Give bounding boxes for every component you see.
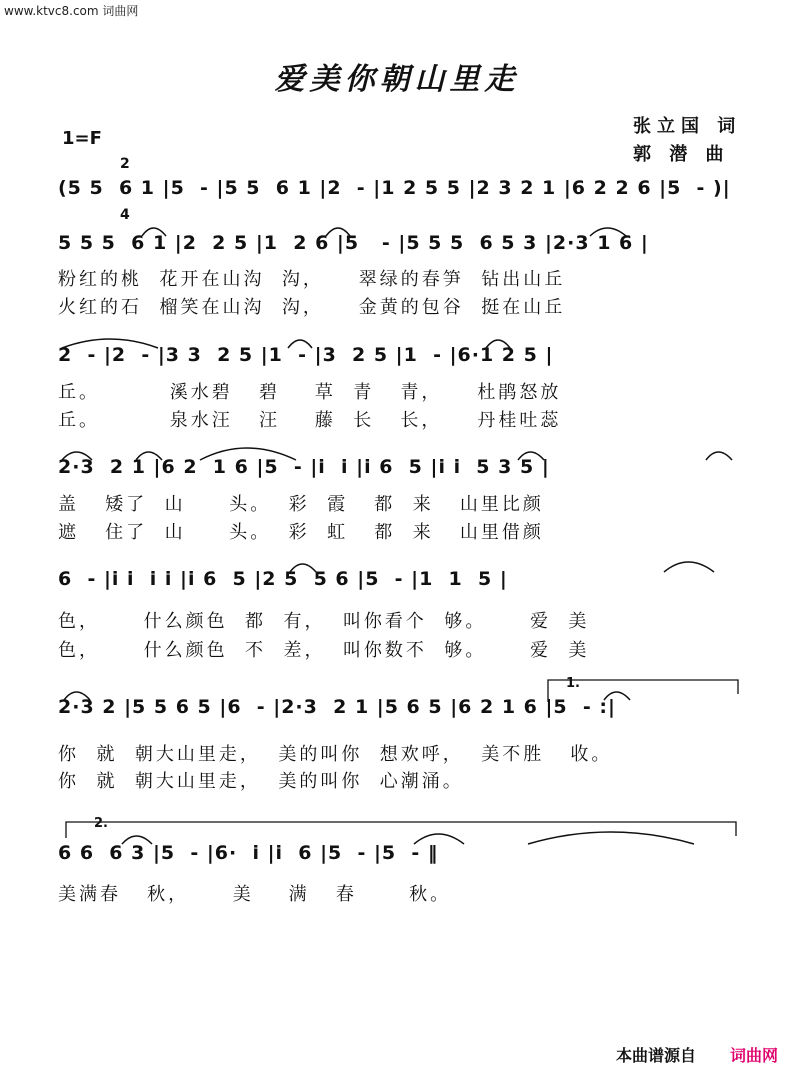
time-signature-top: 2 — [120, 156, 130, 172]
music-line-1: (5 5 6 1 |5 - |5 5 6 1 |2 - |1 2 5 5 |2 3 2 1 |6 2 2 6 |5 - )| — [58, 177, 731, 199]
music-line-7: 6 6 6 3 |5 - |6· i |i 6 |5 - |5 - ‖ — [58, 842, 439, 864]
lyric-line: 丘。 泉水汪 汪 藤 长 长， 丹桂吐蕊 — [58, 410, 562, 431]
slur — [706, 452, 732, 460]
music-line-3: 2 - |2 - |3 3 2 5 |1 - |3 2 5 |1 - |6·1 2 5 | — [58, 344, 554, 366]
lyric-line: 粉红的桃 花开在山沟 沟， 翠绿的春笋 钻出山丘 — [58, 269, 566, 290]
tie — [528, 832, 694, 844]
volta-label-1: 1. — [566, 676, 580, 691]
footer-source: 本曲谱源自 — [615, 1046, 696, 1065]
volta-label-2: 2. — [94, 816, 108, 831]
song-title: 爱美你朝山里走 — [274, 62, 520, 97]
lyric-line: 丘。 溪水碧 碧 草 青 青， 杜鹃怒放 — [58, 382, 562, 403]
key-signature: 1=F — [62, 128, 102, 149]
lyric-line: 你 就 朝大山里走， 美的叫你 想欢呼， 美不胜 收。 — [58, 744, 613, 765]
music-line-5: 6 - |i i i i |i 6 5 |2 5 5 6 |5 - |1 1 5 | — [58, 568, 508, 590]
music-line-6: 2·3 2 |5 5 6 5 |6 - |2·3 2 1 |5 6 5 |6 2 1 6 |5 - :| — [58, 696, 616, 718]
volta-bracket-2 — [66, 822, 736, 838]
slur — [664, 562, 714, 572]
lyric-line: 火红的石 榴笑在山沟 沟， 金黄的包谷 挺在山丘 — [58, 297, 566, 318]
lyric-line: 你 就 朝大山里走， 美的叫你 心潮涌。 — [58, 771, 464, 792]
music-line-2: 5 5 5 6 1 |2 2 5 |1 2 6 |5 - |5 5 5 6 5 3 |2·3 1 6 | — [58, 232, 649, 254]
music-line-4: 2·3 2 1 |6 2 1 6 |5 - |i i |i 6 5 |i i 5 3 5 | — [58, 456, 550, 478]
lyric-line: 遮 住了 山 头。 彩 虹 都 来 山里借颜 — [58, 522, 544, 543]
time-signature-bottom: 4 — [120, 207, 130, 223]
lyric-line: 色， 什么颜色 都 有， 叫你看个 够。 爱 美 — [58, 611, 590, 632]
lyricist-credit: 张立国 词 — [633, 116, 742, 137]
composer-credit: 郭 潜 曲 — [633, 144, 730, 165]
lyric-line: 美满春 秋， 美 满 春 秋。 — [58, 884, 452, 905]
site-header: www.ktvc8.com 词曲网 — [4, 4, 139, 18]
footer-brand-link[interactable]: 词曲网 — [729, 1046, 778, 1065]
lyric-line: 色， 什么颜色 不 差， 叫你数不 够。 爱 美 — [58, 640, 590, 661]
lyric-line: 盖 矮了 山 头。 彩 霞 都 来 山里比颜 — [58, 494, 544, 515]
